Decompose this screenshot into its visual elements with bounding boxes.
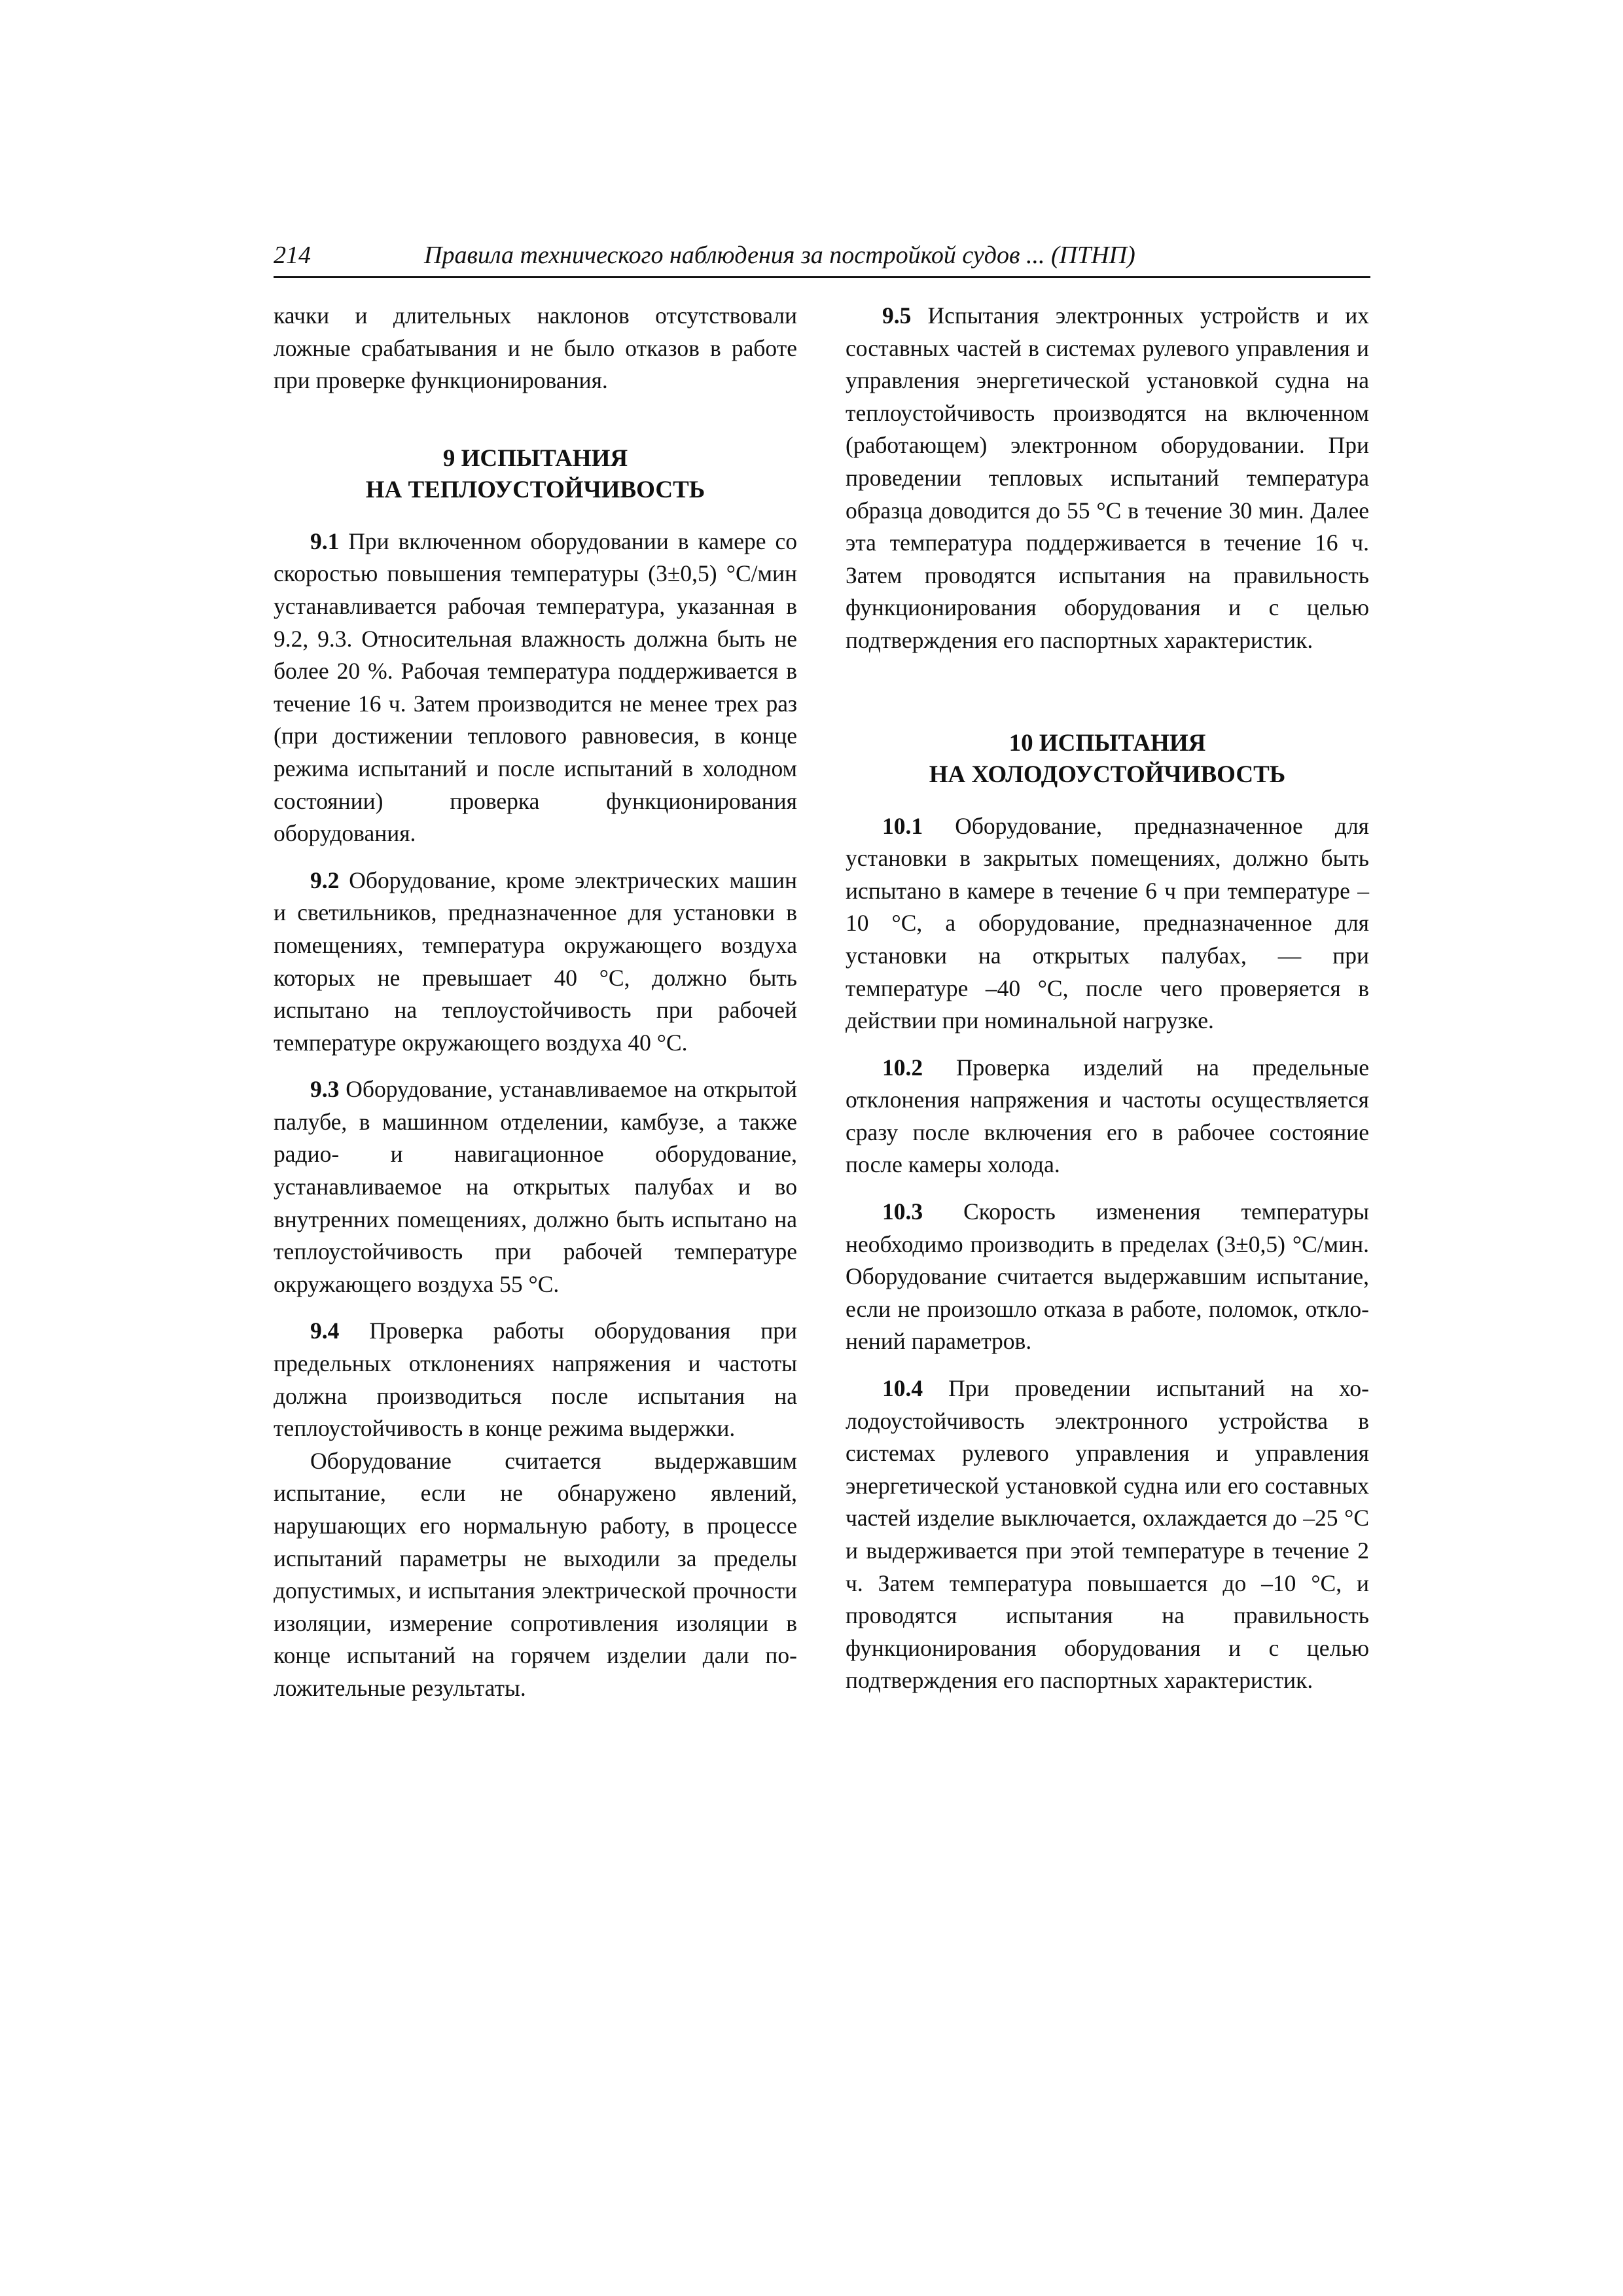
clause-text: Испытания электронных устройств и их составных частей в системах рулевого управления и управления энергетической установкой судна на теплоустойчивость производятся на включенном (работающем) электронном оборудовании. При проведении тепловых испытаний температура образца доводится до 55 °С в течение 30 мин. Далее эта температура поддерживается в течение 16 ч. Затем проводятся испытания на правильность функционирования оборудования и с целью подтверждения его паспортных характеристик. <box>846 302 1369 653</box>
clause-text: Скорость изменения температуры необходимо производить в пределах (3±0,5) °С/мин. Оборудование считается выдержавшим испытание, если не произошло отказа в работе, поломок, отклонений параметров. <box>846 1198 1369 1355</box>
clause-text: Оборудование, предназначенное для установки в закрытых помещениях, должно быть испытано в камере в течение 6 ч при температуре –10 °С, а оборудование, предназначенное для установки на открытых палубах, — при температуре –40 °С, после чего проверяется в действии при номинальной нагрузке. <box>846 812 1369 1034</box>
intro-paragraph: качки и длительных наклонов отсутствовали ложные срабатывания и не было отказов в работе при проверке функционирования. <box>274 302 797 394</box>
paragraph-9-5 <box>846 300 1369 657</box>
clause-number: 10.1 <box>882 812 923 839</box>
paragraph-10-1 <box>846 810 1369 1037</box>
paragraph-9-3 <box>274 1073 797 1300</box>
paragraph-9-2 <box>274 865 797 1060</box>
section-9-title-line1: 9 ИСПЫТАНИЯ <box>442 444 628 472</box>
clause-text: Проверка работы оборудования при предельных отклонениях напряжения и частоты должна производиться после испытания на теплоустойчивость в конце режима выдержки. <box>274 1318 797 1442</box>
section-10-title-line2: НА ХОЛОДОУСТОЙЧИВОСТЬ <box>929 761 1286 788</box>
paragraph-10-2 <box>846 1052 1369 1181</box>
clause-text: Оборудование, устанавливаемое на открытой палубе, в машинном отделении, камбузе, а также радио- и навигационное оборудование, устанавливаемое на открытых палубах и во внутренних помещениях, должно быть испытано на теплоустойчивость при рабочей температуре окружающего воздуха 55 °С. <box>274 1076 797 1297</box>
section-9-title-line2: НА ТЕПЛОУСТОЙЧИВОСТЬ <box>365 476 705 503</box>
paragraph-10-3 <box>846 1196 1369 1358</box>
paragraph-9-1 <box>274 526 797 850</box>
paragraph-9-4 <box>274 1315 797 1444</box>
clause-number: 10.3 <box>882 1198 923 1225</box>
paragraph-10-4 <box>846 1372 1369 1697</box>
running-title: Правила технического наблюдения за постройкой судов ... (ПТНП) <box>424 242 1135 269</box>
section-9-heading <box>274 443 797 506</box>
page-number: 214 <box>274 242 311 269</box>
paragraph-9-4-continued: Оборудование считается выдержавшим испытание, если не обнаружено явлений, нарушающих его нормальную работу, в процессе испытаний параметры не выходили за пределы допустимых, и испытания электрической прочности изоляции, измерение сопротивления изоляции в конце испытаний на горячем изделии дали положительные результаты. <box>274 1447 797 1701</box>
clause-number: 9.1 <box>310 528 340 554</box>
clause-number: 10.4 <box>882 1375 923 1402</box>
clause-text: Проверка изделий на предельные отклонения напряжения и частоты осуществляется сразу после включения его в рабочее состояние после камеры холода. <box>846 1054 1369 1178</box>
left-column <box>274 300 797 1705</box>
section-10-heading <box>846 728 1369 791</box>
clause-text: Оборудование, кроме электрических машин и светильников, предназначенное для установки в помещениях, температура окружающего воздуха которых не превышает 40 °С, должно быть испытано на теплоустойчивость при рабочей температуре окружающего воздуха 40 °С. <box>274 867 797 1056</box>
clause-text: При проведении испытаний на холодоустойчивость электронного устройства в системах рулевого управления и управления энергетической установкой судна или его составных частей изделие выключается, охлаждается до –25 °С и выдерживается при этой температуре в течение 2 ч. Затем температура повышается до –10 °С, и проводятся испытания на правильность функционирования оборудования и с целью подтверждения его паспортных характеристик. <box>846 1375 1369 1694</box>
page-header <box>274 237 1370 278</box>
clause-text: При включенном оборудовании в камере со скоростью повышения температуры (3±0,5) °С/мин устанавливается рабочая температура, указанная в 9.2, 9.3. Относительная влажность должна быть не более 20 %. Рабочая температура поддерживается в течение 16 ч. Затем производится не менее трех раз (при достижении теплового равновесия, в конце режима испытаний и после испытаний в холодном состоянии) проверка функционирования оборудования. <box>274 528 797 847</box>
section-10-title-line1: 10 ИСПЫТАНИЯ <box>1008 729 1206 757</box>
clause-number: 9.4 <box>310 1318 340 1344</box>
clause-number: 9.5 <box>882 302 912 329</box>
clause-number: 9.2 <box>310 867 340 893</box>
right-column <box>846 300 1369 1697</box>
clause-number: 9.3 <box>310 1076 340 1103</box>
clause-number: 10.2 <box>882 1054 923 1081</box>
